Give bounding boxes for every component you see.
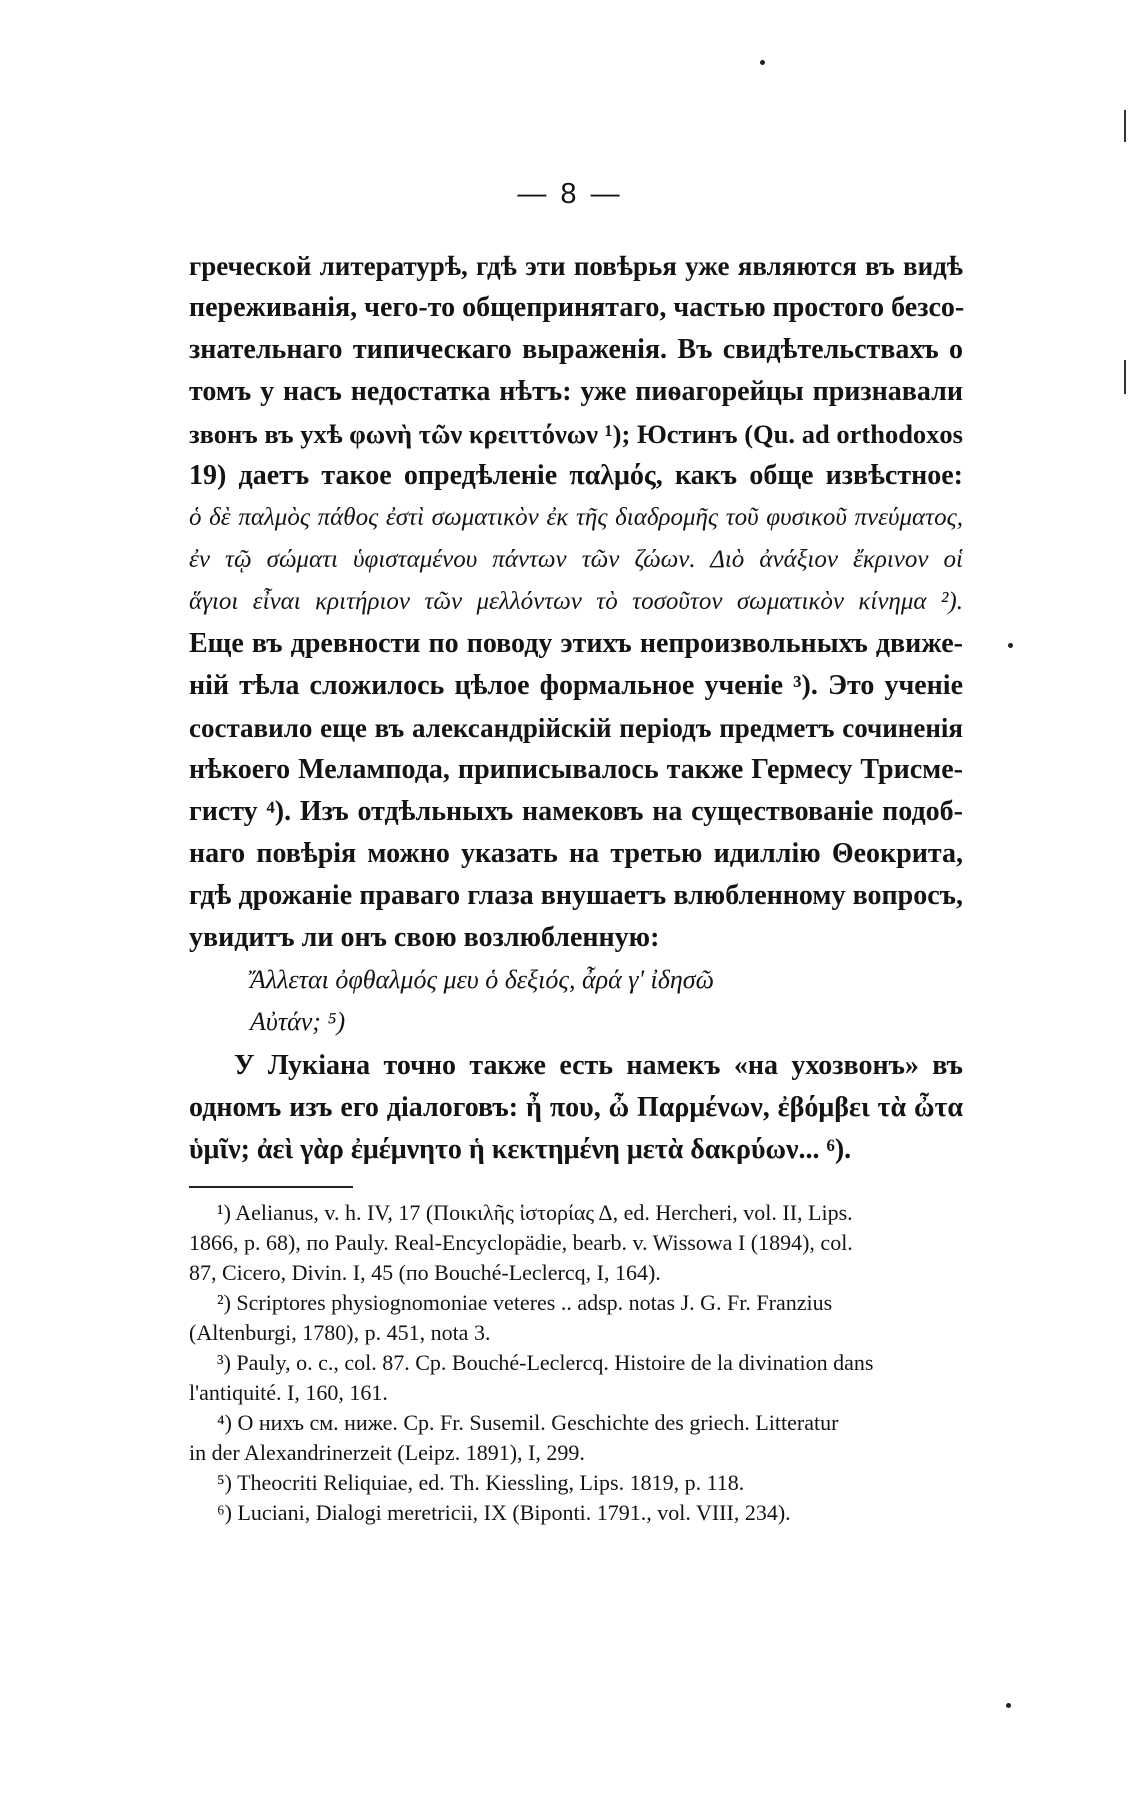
text-line: знательнаго типическаго выраженія. Въ свидѣтельствахъ о bbox=[189, 334, 963, 365]
scan-edge-mark bbox=[1124, 360, 1126, 394]
footnote-line: 87, Cicero, Divin. I, 45 (по Bouché-Leclercq, I, 164). bbox=[189, 1260, 661, 1285]
footnote-line: ⁶) Luciani, Dialogi meretricii, IX (Biponti. 1791., vol. VIII, 234). bbox=[217, 1500, 791, 1525]
text-line: греческой литературѣ, гдѣ эти повѣрья уже являются въ видѣ bbox=[189, 251, 963, 281]
text-line: нѣкоего Мелампода, приписывалось также Гермесу Трисме- bbox=[189, 754, 963, 785]
footnote-line: ⁴) О нихъ см. ниже. Cp. Fr. Susemil. Geschichte des griech. Litteratur bbox=[217, 1410, 839, 1435]
text-line: томъ у насъ недостатка нѣтъ: уже пиѳагорейцы признавали bbox=[189, 376, 963, 407]
text-line: 19) даетъ такое опредѣленіе παλμός, какъ обще извѣстное: bbox=[189, 460, 963, 491]
text-line: У Лукіана точно также есть намекъ «на ухозвонъ» въ bbox=[234, 1050, 963, 1081]
text-line: ὑμῖν; ἀεὶ γὰρ ἐμέμνητο ἡ κεκτημένη μετὰ δακρύων... ⁶). bbox=[189, 1134, 852, 1165]
text-line: Еще въ древности по поводу этихъ непроизвольныхъ движе- bbox=[189, 628, 963, 659]
text-line: наго повѣрія можно указать на третью идиллію Θеокрита, bbox=[189, 838, 963, 869]
scan-speck bbox=[1008, 643, 1013, 648]
scan-edge-mark bbox=[1124, 110, 1126, 142]
greek-quote-line: ἐν τῷ σώματι ὑφισταμένου πάντων τῶν ζώων. Διὸ ἀνάξιον ἔκρινον οἱ bbox=[189, 546, 963, 573]
footnote-line: l'antiquité. I, 160, 161. bbox=[189, 1380, 388, 1405]
greek-quote-line: ὁ δὲ παλμὸς πάθος ἐστὶ σωματικὸν ἐκ τῆς διαδρομῆς τοῦ φυσικοῦ πνεύματος, bbox=[189, 504, 963, 531]
text-line: переживанія, чего-то общепринятаго, частью простого безсо- bbox=[189, 292, 965, 323]
scan-speck bbox=[1006, 1703, 1011, 1708]
text-line: гдѣ дрожаніе праваго глаза внушаетъ влюбленному вопросъ, bbox=[189, 880, 963, 911]
scan-speck bbox=[760, 60, 765, 65]
verse-line: Αὐτάν; ⁵) bbox=[250, 1007, 346, 1036]
footnote-line: ¹) Aelianus, v. h. IV, 17 (Ποικιλῆς ἱστορίας Δ, ed. Hercheri, vol. II, Lips. bbox=[217, 1200, 853, 1225]
text-line: составило еще въ александрійскій періодъ предметъ сочиненія bbox=[189, 713, 963, 743]
footnote-line: (Altenburgi, 1780), p. 451, nota 3. bbox=[189, 1320, 491, 1345]
footnote-line: in der Alexandrinerzeit (Leipz. 1891), I, 299. bbox=[189, 1440, 585, 1465]
footnote-line: ⁵) Theocriti Reliquiae, ed. Th. Kiessling, Lips. 1819, p. 118. bbox=[217, 1470, 745, 1495]
greek-quote-line: ἅγιοι εἶναι κριτήριον τῶν μελλόντων τὸ τοσοῦτον σωματικὸν κίνημα ²). bbox=[189, 588, 963, 615]
text-line: звонъ въ ухѣ φωνὴ τῶν κρειττόνων ¹); Юстинъ (Qu. ad orthodoxos bbox=[189, 419, 963, 449]
footnote-line: ³) Pauly, o. c., col. 87. Cp. Bouché-Leclercq. Histoire de la divination dans bbox=[217, 1350, 874, 1375]
text-line: ній тѣла сложилось цѣлое формальное ученіе ³). Это ученіе bbox=[189, 670, 963, 701]
page-number: — 8 — bbox=[517, 178, 623, 210]
footnote-line: 1866, p. 68), по Pauly. Real-Encyclopädie, bearb. v. Wissowa I (1894), col. bbox=[189, 1230, 853, 1255]
footnote-line: ²) Scriptores physiognomoniae veteres .. adsp. notas J. G. Fr. Franzius bbox=[217, 1290, 833, 1315]
text-line: одномъ изъ его діалоговъ: ἦ που, ὦ Παρμένων, ἐβόμβει τὰ ὦτα bbox=[189, 1092, 963, 1123]
text-line: гисту ⁴). Изъ отдѣльныхъ намековъ на существованіе подоб- bbox=[189, 796, 963, 827]
footnote-separator bbox=[189, 1186, 353, 1188]
text-line: увидитъ ли онъ свою возлюбленную: bbox=[189, 922, 660, 953]
verse-line: Ἄλλεται ὀφθαλμός μευ ὁ δεξιός, ἆρά γ' ἰδησῶ bbox=[250, 965, 714, 994]
